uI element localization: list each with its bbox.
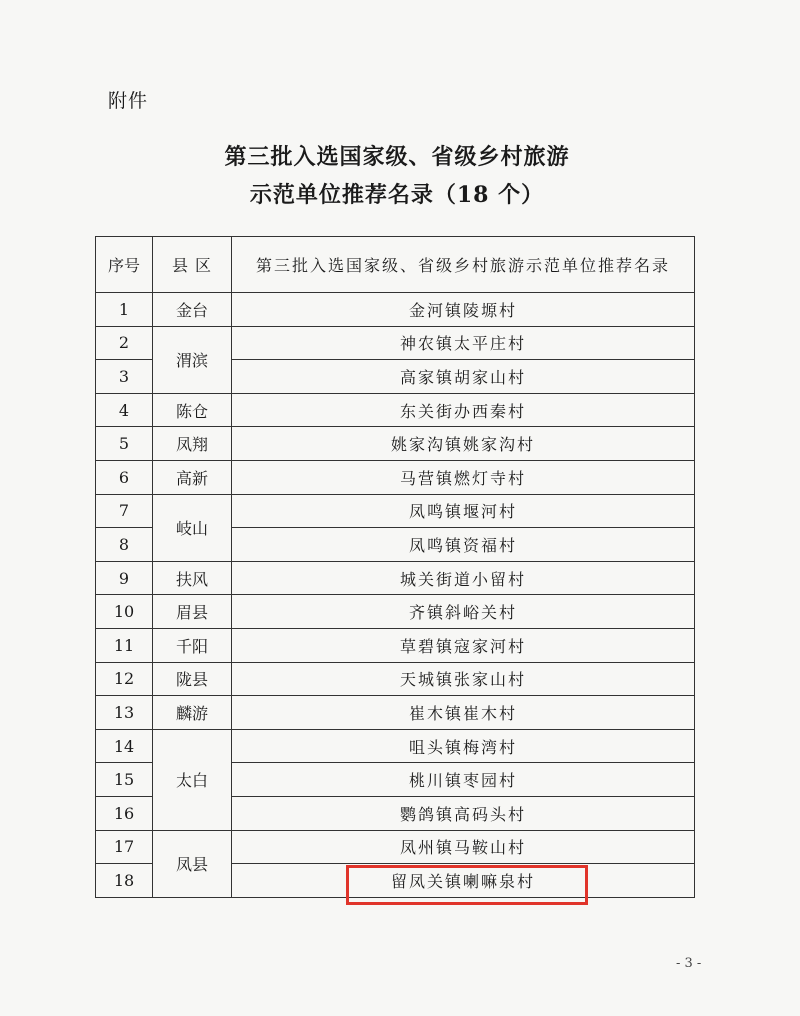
- title-line-2: 示范单位推荐名录（18 个）: [249, 182, 545, 208]
- table-row: [96, 460, 695, 494]
- row-unit-name: 凤州镇马鞍山村: [232, 830, 695, 864]
- row-unit-name-highlighted: 留凤关镇喇嘛泉村: [232, 864, 695, 898]
- row-unit-name: 齐镇斜峪关村: [232, 595, 695, 629]
- row-number: 17: [96, 830, 153, 864]
- title-line-1: 第三批入选国家级、省级乡村旅游: [224, 144, 570, 170]
- table-row: [96, 326, 695, 360]
- row-unit-name: 城关街道小留村: [232, 561, 695, 595]
- row-unit-name: 鹦鸽镇高码头村: [232, 796, 695, 830]
- row-number: 4: [96, 393, 153, 427]
- row-unit-name: 崔木镇崔木村: [232, 696, 695, 730]
- row-number: 9: [96, 561, 153, 595]
- row-number: 10: [96, 595, 153, 629]
- table-row: [96, 595, 695, 629]
- row-number: 7: [96, 494, 153, 528]
- header-serial-number: 序号: [96, 237, 153, 293]
- row-county: 陈仓: [153, 393, 232, 427]
- row-unit-name: 姚家沟镇姚家沟村: [232, 427, 695, 461]
- page-number: - 3 -: [676, 956, 702, 971]
- table-header-row: [96, 237, 695, 293]
- row-county: 太白: [153, 729, 232, 830]
- row-unit-name: 凤鸣镇堰河村: [232, 494, 695, 528]
- row-number: 14: [96, 729, 153, 763]
- row-unit-name: 桃川镇枣园村: [232, 763, 695, 797]
- row-county: 千阳: [153, 628, 232, 662]
- row-number: 5: [96, 427, 153, 461]
- row-unit-name: 东关街办西秦村: [232, 393, 695, 427]
- row-unit-name: 咀头镇梅湾村: [232, 729, 695, 763]
- table-row: [96, 393, 695, 427]
- row-number: 12: [96, 662, 153, 696]
- header-county: 县 区: [153, 237, 232, 293]
- row-number: 1: [96, 293, 153, 327]
- attachment-label: 附件: [108, 90, 149, 112]
- row-unit-name: 草碧镇寇家河村: [232, 628, 695, 662]
- table-row: [96, 293, 695, 327]
- table-row: [96, 662, 695, 696]
- row-county: 渭滨: [153, 326, 232, 393]
- table-row: [96, 561, 695, 595]
- row-county: 凤县: [153, 830, 232, 897]
- table-row: [96, 696, 695, 730]
- row-county: 扶风: [153, 561, 232, 595]
- row-unit-name: 凤鸣镇资福村: [232, 528, 695, 562]
- row-number: 15: [96, 763, 153, 797]
- row-unit-name: 金河镇陵塬村: [232, 293, 695, 327]
- table-row: [96, 628, 695, 662]
- row-number: 8: [96, 528, 153, 562]
- row-unit-name: 神农镇太平庄村: [232, 326, 695, 360]
- row-number: 18: [96, 864, 153, 898]
- row-number: 11: [96, 628, 153, 662]
- row-unit-name: 马营镇燃灯寺村: [232, 460, 695, 494]
- row-number: 13: [96, 696, 153, 730]
- row-county: 高新: [153, 460, 232, 494]
- table-row: [96, 830, 695, 864]
- row-county: 眉县: [153, 595, 232, 629]
- row-county: 陇县: [153, 662, 232, 696]
- document-title: [0, 138, 800, 214]
- row-number: 3: [96, 360, 153, 394]
- row-county: 凤翔: [153, 427, 232, 461]
- row-county: 金台: [153, 293, 232, 327]
- table-row: [96, 494, 695, 528]
- row-unit-name: 天城镇张家山村: [232, 662, 695, 696]
- recommendation-table: [95, 236, 695, 898]
- row-number: 16: [96, 796, 153, 830]
- row-county: 麟游: [153, 696, 232, 730]
- row-number: 2: [96, 326, 153, 360]
- table-row: [96, 729, 695, 763]
- table-row: [96, 427, 695, 461]
- highlight-box: [346, 865, 588, 905]
- row-unit-name: 高家镇胡家山村: [232, 360, 695, 394]
- row-number: 6: [96, 460, 153, 494]
- header-unit-name: 第三批入选国家级、省级乡村旅游示范单位推荐名录: [232, 237, 695, 293]
- row-county: 岐山: [153, 494, 232, 561]
